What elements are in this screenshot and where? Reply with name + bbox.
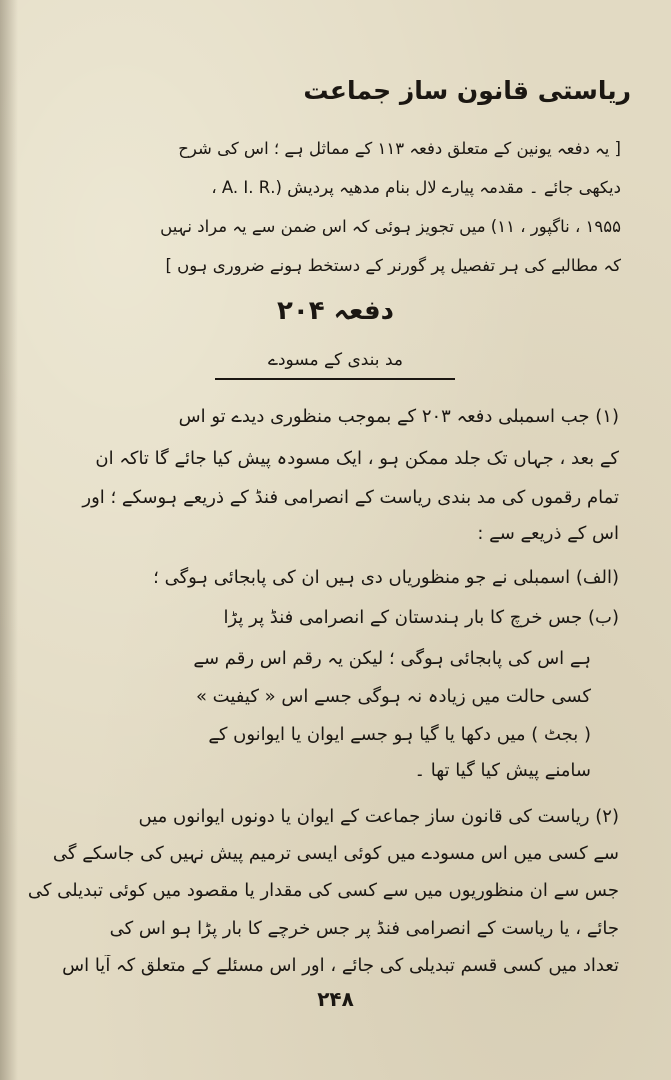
body-line-8: کسی حالت میں زیادہ نہ ہوگی جسے اس « کیفیت » xyxy=(195,686,591,707)
body-line-7: ہے اس کی پابجائی ہوگی ؛ لیکن یہ رقم اس رقم سے xyxy=(193,648,591,669)
body-line-10: سامنے پیش کیا گیا تھا ۔ xyxy=(414,760,591,781)
note-line-3: ۱۹۵۵ ، ناگپور ، ۱۱) میں تجویز ہوئی کہ اس ضمن سے یہ مراد نہیں xyxy=(160,217,621,236)
body-line-2: کے بعد ، جہاں تک جلد ممکن ہو ، ایک مسودہ پیش کیا جائے گا تاکہ ان xyxy=(95,448,619,469)
body-line-4: اس کے ذریعے سے : xyxy=(477,523,619,544)
body-line-5: (الف) اسمبلی نے جو منظوریاں دی ہیں ان کی پابجائی ہوگی ؛ xyxy=(153,567,619,588)
body-line-1: (۱) جب اسمبلی دفعہ ۲۰۳ کے بموجب منظوری دیدے تو اس xyxy=(178,406,619,427)
section-subtitle: مد بندی کے مسودے xyxy=(268,350,403,370)
body-line-12: سے کسی میں اس مسودے میں کوئی ایسی ترمیم پیش نہیں کی جاسکے گی xyxy=(52,843,619,864)
section-title: دفعہ ۲۰۴ xyxy=(277,296,394,326)
spine-shadow xyxy=(0,0,18,1080)
body-line-11: (۲) ریاست کی قانون ساز جماعت کے ایوان یا دونوں ایوانوں میں xyxy=(138,806,619,827)
body-line-13: جس سے ان منظوریوں میں سے کسی کی مقدار یا مقصود میں کوئی تبدیلی کی xyxy=(27,880,619,901)
body-line-14: جائے ، یا ریاست کے انصرامی فنڈ پر جس خرچے کا بار پڑا ہو اس کی xyxy=(109,918,619,939)
note-line-4: کہ مطالبے کی ہر تفصیل پر گورنر کے دستخط ہونے ضروری ہوں ] xyxy=(165,256,621,275)
note-line-2: دیکھی جائے ۔ مقدمہ پیارے لال بنام مدھیہ پردیش (.A. I. R ، xyxy=(211,178,621,197)
body-line-3: تمام رقموں کی مد بندی ریاست کے انصرامی فنڈ کے ذریعے ہوسکے ؛ اور xyxy=(82,487,619,508)
page-number: ۲۴۸ xyxy=(317,987,354,1011)
body-line-9: ( بجٹ ) میں دکھا یا گیا ہو جسے ایوان یا ایوانوں کے xyxy=(208,724,591,745)
running-head: ریاستی قانون ساز جماعت xyxy=(303,76,631,105)
body-line-15: تعداد میں کسی قسم تبدیلی کی جائے ، اور اس مسئلے کے متعلق کہ آیا اس xyxy=(62,955,619,976)
note-line-1: [ یہ دفعہ یونین کے متعلق دفعہ ۱۱۳ کے مماثل ہے ؛ اس کی شرح xyxy=(178,139,621,158)
body-line-6: (ب) جس خرچ کا بار ہندستان کے انصرامی فنڈ پر پڑا xyxy=(223,607,619,628)
subtitle-underline xyxy=(215,378,455,380)
